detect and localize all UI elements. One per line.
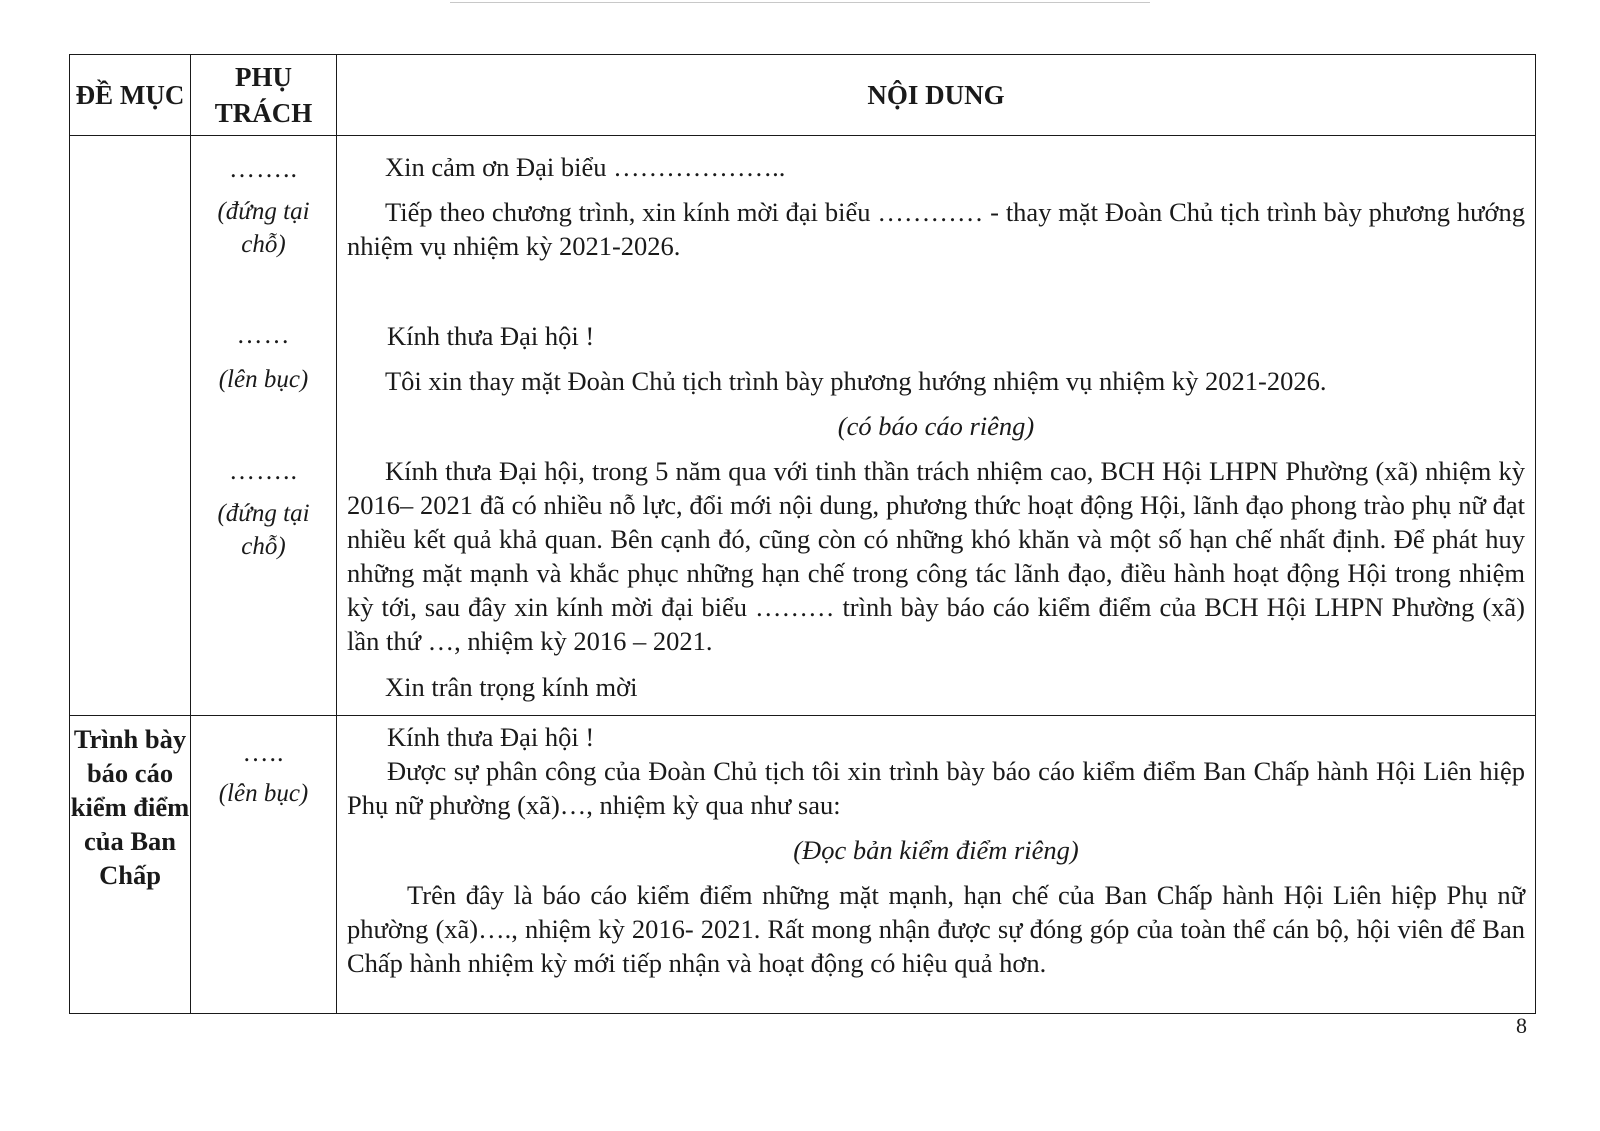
speaker-position: (lên bục): [218, 780, 309, 807]
speaker-position: (lên bục): [218, 366, 309, 393]
content-paragraph: Kính thưa Đại hội, trong 5 năm qua với tinh thần trách nhiệm cao, BCH Hội LHPN Phường (xã) nhiệm kỳ 2016– 2021 đã có nhiều nỗ lực, đổi mới nội dung, phương thức hoạt động Hội, lãnh đạo phong trào phụ nữ đạt nhiều kết quả khả quan. Bên cạnh đó, cũng còn có những khó khăn và một số hạn chế nhất định. Để phát huy những mặt mạnh và khắc phục những hạn chế trong công tác lãnh đạo, điều hành hoạt động Hội trong nhiệm kỳ tới, sau đây xin kính mời đại biểu ……… trình bày báo cáo kiểm điểm của BCH Hội LHPN Phường (xã) lần thứ …, nhiệm kỳ 2016 – 2021.: [347, 456, 1525, 656]
speaker-placeholder: ……..: [229, 456, 298, 485]
page-number: 8: [1516, 1013, 1527, 1038]
phu-trach-entry: [191, 736, 336, 810]
content-paragraph: Tôi xin thay mặt Đoàn Chủ tịch trình bày phương hướng nhiệm vụ nhiệm kỳ 2021-2026.: [385, 366, 1327, 396]
content-note: (có báo cáo riêng): [837, 411, 1035, 441]
content-paragraph: Kính thưa Đại hội !: [387, 722, 595, 752]
speaker-position: (đứng tại chỗ): [217, 500, 310, 560]
phu-trach-cell: [191, 716, 337, 1014]
noi-dung-cell: [337, 136, 1536, 716]
header-phu-trach: PHỤ TRÁCH: [191, 55, 337, 136]
table-row: [70, 136, 1536, 716]
content-paragraph: Tiếp theo chương trình, xin kính mời đại biểu ………… - thay mặt Đoàn Chủ tịch trình bày phương hướng nhiệm vụ nhiệm kỳ 2021-2026.: [347, 197, 1525, 261]
header-de-muc: ĐỀ MỤC: [70, 55, 191, 136]
phu-trach-entry: [191, 454, 336, 563]
header-noi-dung: NỘI DUNG: [337, 55, 1536, 136]
speaker-position: (đứng tại chỗ): [217, 198, 310, 258]
noi-dung-cell: [337, 716, 1536, 1014]
program-table: [69, 54, 1536, 1014]
scan-top-edge: [450, 2, 1150, 3]
table-header-row: [70, 55, 1536, 136]
content-note: (Đọc bản kiểm điểm riêng): [793, 835, 1079, 865]
phu-trach-cell: [191, 136, 337, 716]
table-row: [70, 716, 1536, 1014]
phu-trach-entry: [191, 318, 336, 396]
content-paragraph: Kính thưa Đại hội !: [387, 321, 595, 351]
de-muc-cell: Trình bày báo cáo kiểm điểm của Ban Chấp: [70, 716, 191, 1014]
content-paragraph: Trên đây là báo cáo kiểm điểm những mặt mạnh, hạn chế của Ban Chấp hành Hội Liên hiệp Phụ nữ phường (xã)…., nhiệm kỳ 2016- 2021. Rất mong nhận được sự đóng góp của toàn thể cán bộ, hội viên để Ban Chấp hành nhiệm kỳ mới tiếp nhận và hoạt động có hiệu quả hơn.: [347, 880, 1525, 978]
speaker-placeholder: …..: [242, 738, 285, 767]
content-paragraph: Được sự phân công của Đoàn Chủ tịch tôi xin trình bày báo cáo kiểm điểm Ban Chấp hành Hội Liên hiệp Phụ nữ phường (xã)…, nhiệm kỳ qua như sau:: [347, 756, 1525, 820]
speaker-placeholder: ……: [236, 320, 291, 349]
phu-trach-entry: [191, 152, 336, 261]
content-paragraph: Xin cảm ơn Đại biểu ………………..: [385, 152, 786, 182]
de-muc-cell: [70, 136, 191, 716]
content-paragraph: Xin trân trọng kính mời: [385, 672, 638, 702]
speaker-placeholder: ……..: [229, 154, 298, 183]
